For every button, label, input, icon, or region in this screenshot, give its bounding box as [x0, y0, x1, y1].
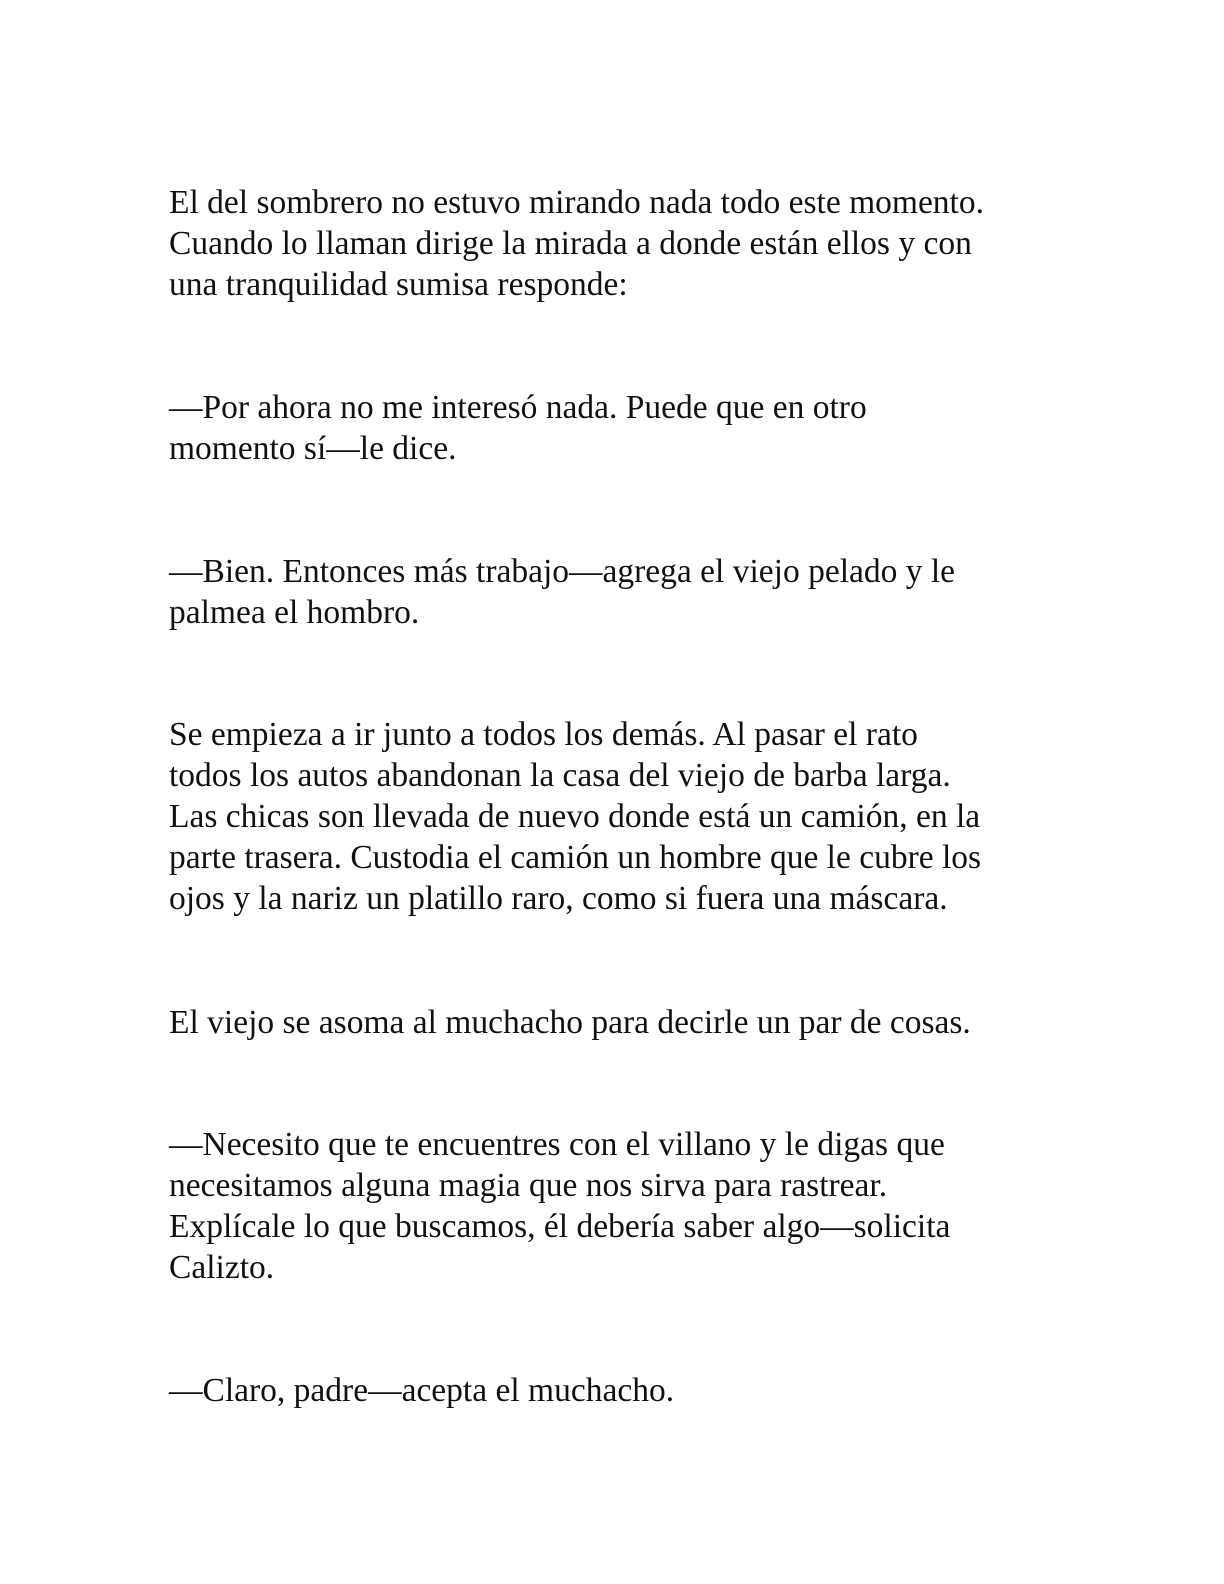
- text-line: —Bien. Entonces más trabajo—agrega el viejo pelado y le: [169, 553, 956, 590]
- text-line: una tranquilidad sumisa responde:: [169, 266, 628, 303]
- paragraph-4: [169, 714, 1069, 919]
- text-line: —Necesito que te encuentres con el villano y le digas que: [169, 1126, 945, 1163]
- text-line: Explícale lo que buscamos, él debería saber algo—solicita: [169, 1208, 951, 1245]
- text-line: El viejo se asoma al muchacho para decirle un par de cosas.: [169, 1004, 971, 1041]
- text-line: El del sombrero no estuvo mirando nada todo este momento.: [169, 184, 984, 221]
- paragraph-3: [169, 551, 1069, 633]
- text-line: Calizto.: [169, 1249, 275, 1286]
- paragraph-6: [169, 1124, 1069, 1288]
- text-line: todos los autos abandonan la casa del viejo de barba larga.: [169, 757, 951, 794]
- text-line: Se empieza a ir junto a todos los demás. Al pasar el rato: [169, 716, 918, 753]
- text-line: Las chicas son llevada de nuevo donde está un camión, en la: [169, 798, 981, 835]
- text-line: parte trasera. Custodia el camión un hombre que le cubre los: [169, 839, 982, 876]
- paragraph-5: [169, 1002, 1069, 1043]
- text-line: —Por ahora no me interesó nada. Puede que en otro: [169, 389, 867, 426]
- paragraph-7: [169, 1370, 1069, 1411]
- text-line: necesitamos alguna magia que nos sirva para rastrear.: [169, 1167, 888, 1204]
- text-line: palmea el hombro.: [169, 594, 420, 631]
- text-line: momento sí—le dice.: [169, 430, 457, 467]
- paragraph-1: [169, 182, 1069, 305]
- text-line: Cuando lo llaman dirige la mirada a donde están ellos y con: [169, 225, 972, 262]
- text-line: ojos y la nariz un platillo raro, como si fuera una máscara.: [169, 880, 948, 917]
- paragraph-2: [169, 387, 1069, 469]
- text-line: —Claro, padre—acepta el muchacho.: [169, 1372, 675, 1409]
